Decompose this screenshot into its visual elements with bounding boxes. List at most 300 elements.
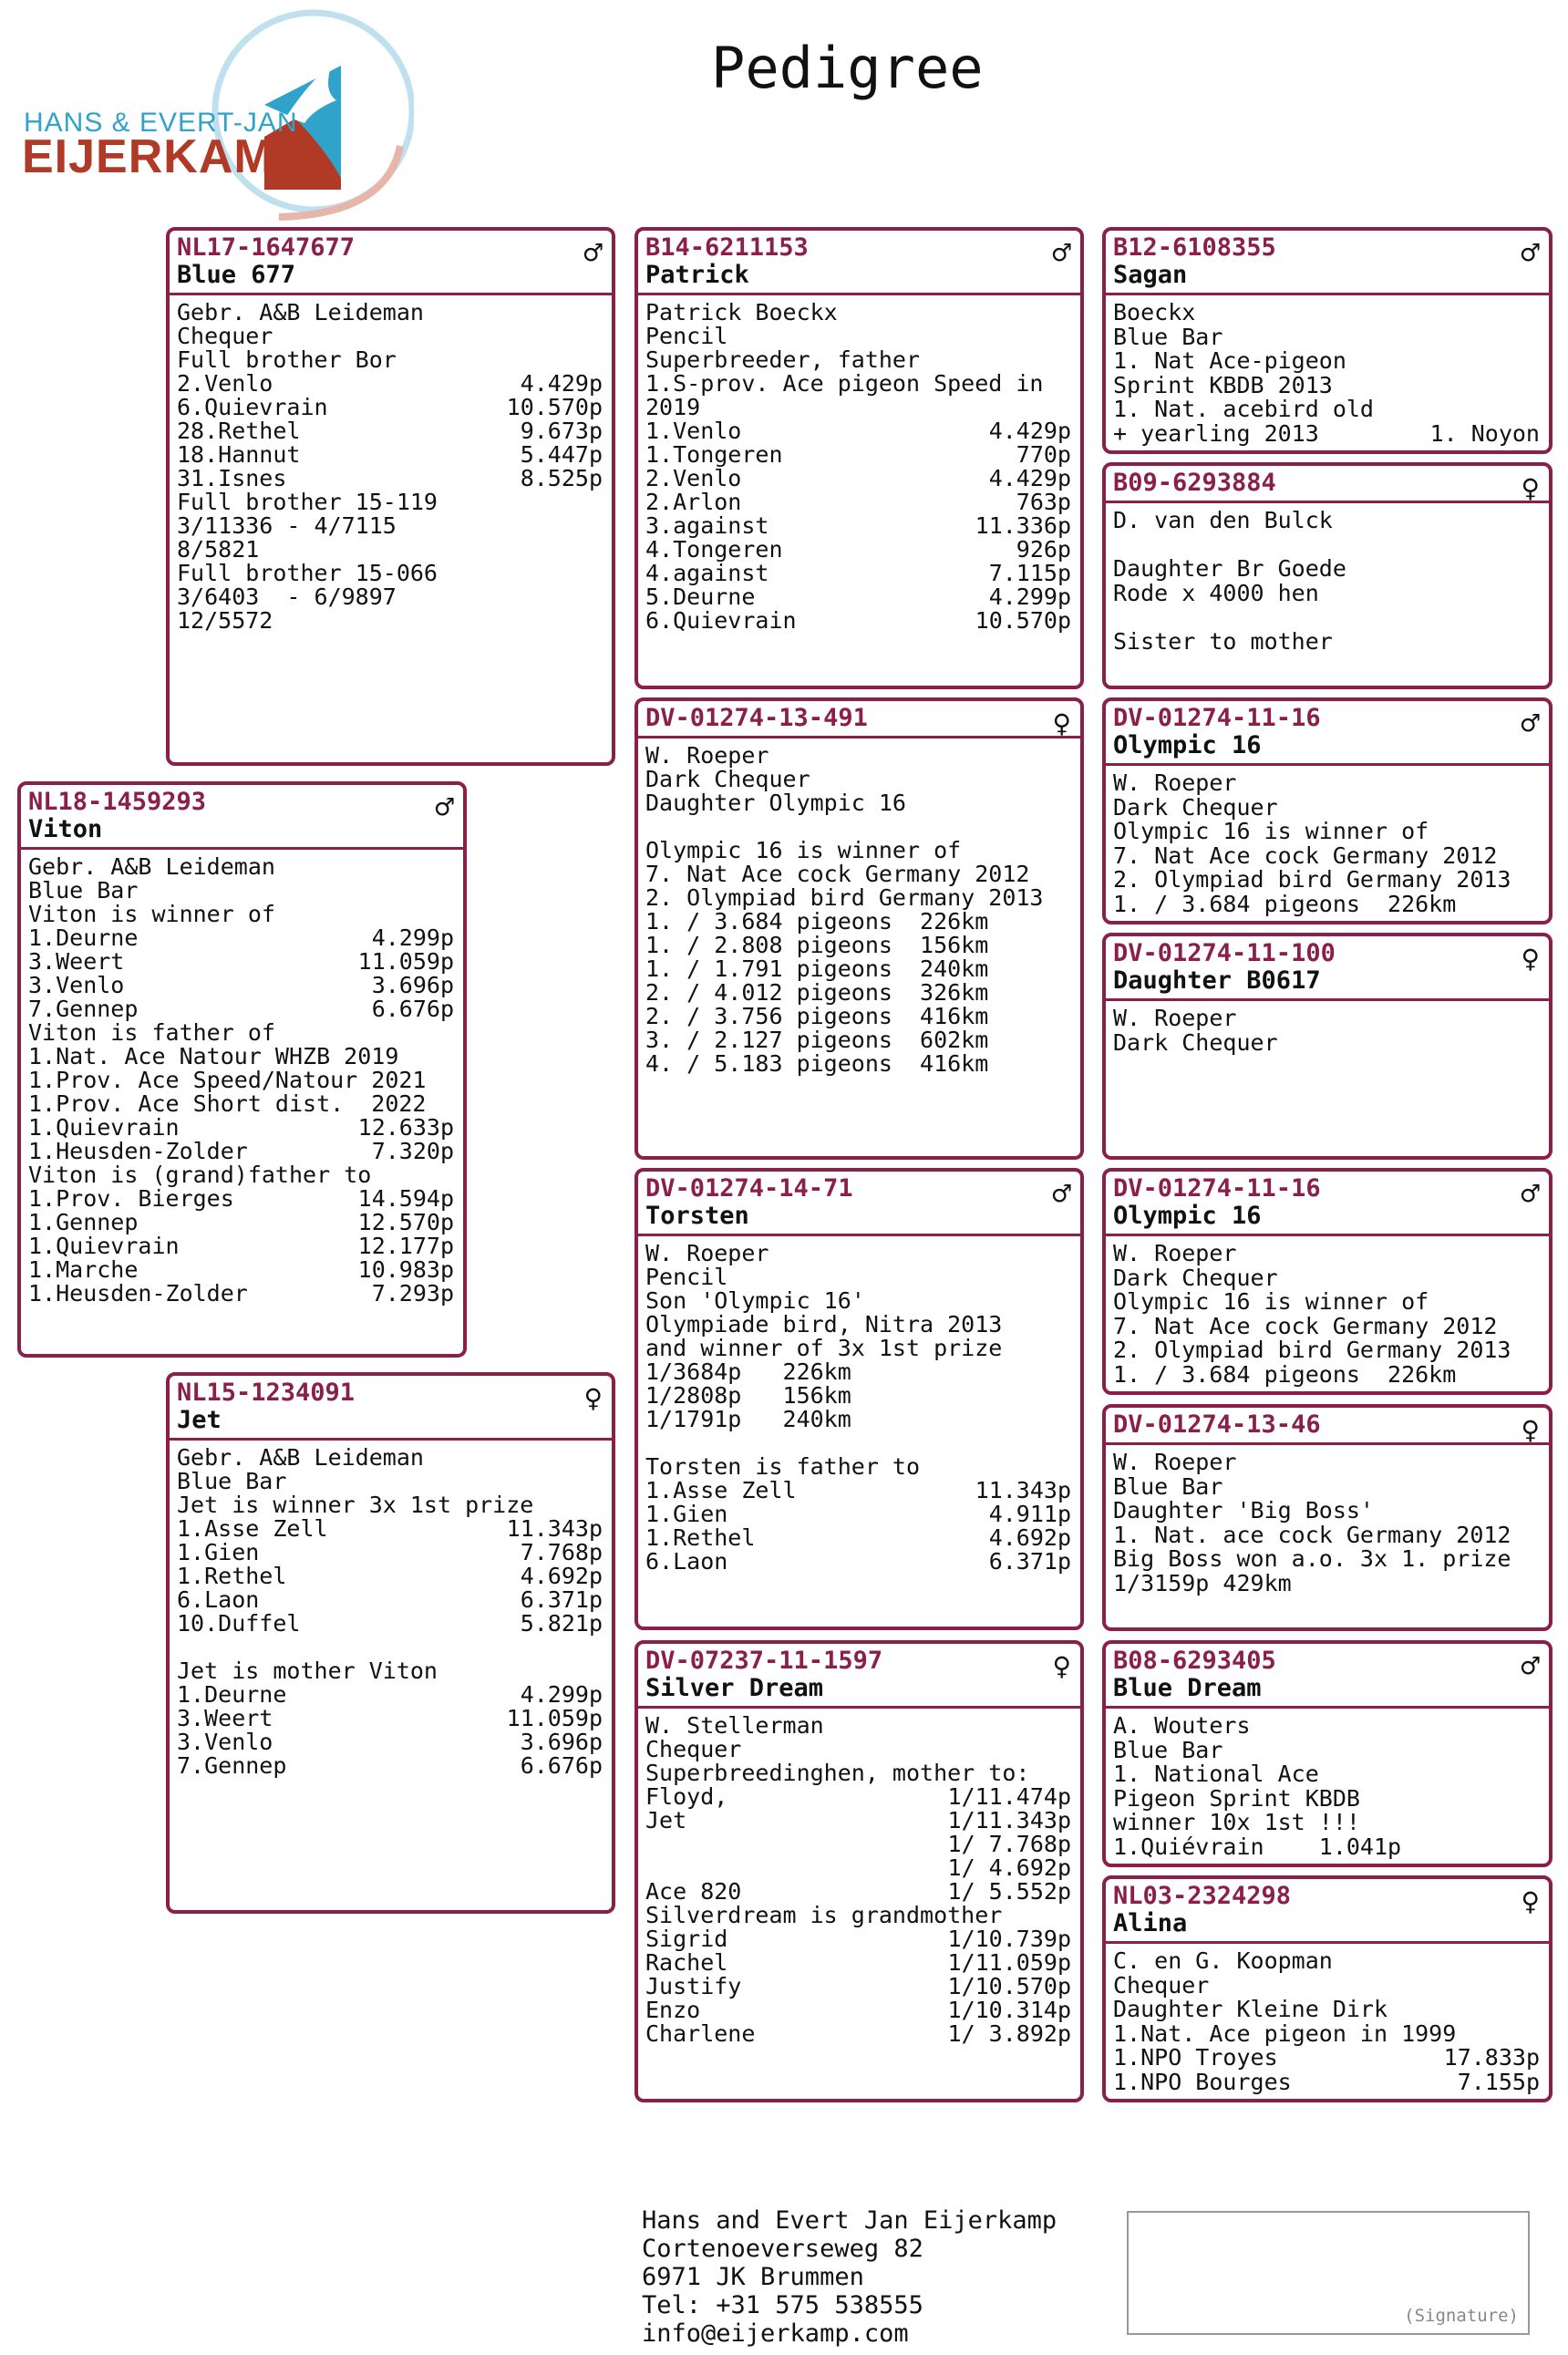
pigeon-name: Daughter B0617: [1113, 966, 1321, 995]
card-line: [1113, 533, 1542, 558]
line-value: 6.371p: [988, 1548, 1071, 1575]
line-text: and winner of 3x 1st prize: [645, 1335, 1003, 1361]
line-text: 1. / 3.684 pigeons 226km: [1113, 890, 1457, 917]
line-value: 1/10.314p: [947, 1997, 1071, 2023]
line-value: 7.768p: [520, 1539, 603, 1565]
line-text: Chequer: [1113, 1971, 1210, 1999]
line-text: Pencil: [645, 1264, 728, 1290]
card-body: [1106, 766, 1549, 920]
card-line: [1113, 1547, 1542, 1572]
card-line: [1113, 1714, 1542, 1739]
line-value: 1/11.343p: [947, 1807, 1071, 1833]
card-line: [1113, 1569, 1542, 1596]
line-text: 4. / 5.183 pigeons 416km: [645, 1050, 989, 1077]
pedigree-card-ggp-6: [1102, 1404, 1553, 1631]
line-value: 7.293p: [371, 1280, 454, 1307]
pedigree-card-ggp-8: [1102, 1875, 1553, 2102]
card-line: [645, 1005, 1073, 1028]
line-text: 2. / 3.756 pigeons 416km: [645, 1003, 989, 1029]
line-value: 6.371p: [520, 1586, 603, 1613]
ring-number: DV-01274-13-491: [645, 704, 868, 732]
card-line: [28, 903, 456, 926]
pigeon-name: Alina: [1113, 1909, 1188, 1937]
card-line: [645, 791, 1073, 815]
card-line: [1113, 1736, 1542, 1763]
card-body: [638, 739, 1080, 1079]
card-line: [28, 1045, 456, 1069]
line-value: 8.525p: [520, 465, 603, 491]
line-text: 4.Tongeren: [645, 536, 783, 563]
card-header: [1106, 1408, 1549, 1449]
line-text: 1/1791p 240km: [645, 1406, 851, 1432]
card-line: [645, 372, 1073, 396]
line-text: 1.Quiévrain 1.041p: [1113, 1833, 1402, 1860]
card-line: [177, 1541, 604, 1565]
line-text: Charlene: [645, 2020, 756, 2047]
line-value: 4.429p: [988, 465, 1071, 491]
pigeon-name: Sagan: [1113, 261, 1188, 289]
page-title: Pedigree: [711, 35, 984, 101]
line-text: 1.Deurne: [28, 924, 139, 951]
line-text: C. en G. Koopman: [1113, 1947, 1333, 1974]
line-text: + yearling 2013: [1113, 419, 1319, 447]
card-body: [638, 1709, 1080, 2050]
line-text: 1.Tongeren: [645, 441, 783, 468]
pigeon-name: Viton: [28, 815, 103, 843]
line-text: Viton is father of: [28, 1019, 275, 1046]
card-line: [28, 1163, 456, 1187]
line-value: 9.673p: [520, 418, 603, 444]
line-text: W. Roeper: [1113, 770, 1237, 796]
card-line: [645, 1833, 1073, 1856]
card-line: [645, 301, 1073, 325]
card-line: [177, 1517, 604, 1541]
line-text: 2. Olympiad bird Germany 2013: [645, 884, 1044, 911]
card-line: [645, 562, 1073, 585]
card-line: [1113, 325, 1542, 350]
line-value: 1/10.739p: [947, 1926, 1071, 1952]
card-line: [28, 950, 456, 974]
card-line: [645, 1242, 1073, 1265]
card-line: [1113, 1998, 1542, 2022]
female-symbol-icon: ♀: [1521, 1412, 1540, 1449]
line-text: 2. Olympiad bird Germany 2013: [1113, 1337, 1511, 1363]
line-text: D. van den Bulck: [1113, 507, 1333, 533]
line-text: 1.Marche: [28, 1256, 139, 1283]
line-value: 926p: [1016, 536, 1071, 563]
card-header: [1106, 231, 1549, 295]
line-value: 11.343p: [506, 1515, 603, 1542]
brand-logo: [13, 9, 414, 232]
card-line: [1113, 371, 1542, 398]
pedigree-card-ggp-5: [1102, 1168, 1553, 1395]
female-symbol-icon: ♀: [583, 1380, 603, 1417]
card-line: [645, 1738, 1073, 1761]
card-header: [170, 231, 612, 295]
card-line: [1113, 1762, 1542, 1787]
line-text: Big Boss won a.o. 3x 1. prize: [1113, 1545, 1511, 1572]
line-text: 28.Rethel: [177, 418, 301, 444]
card-line: [1113, 1266, 1542, 1291]
card-line: [645, 325, 1073, 348]
card-line: [177, 491, 604, 514]
card-line: [177, 1659, 604, 1683]
card-line: [28, 855, 456, 879]
line-value: 4.429p: [520, 370, 603, 397]
line-text: Torsten is father to: [645, 1453, 921, 1480]
line-value: 11.343p: [975, 1477, 1071, 1503]
card-line: [645, 1951, 1073, 1975]
card-line: [645, 1904, 1073, 1927]
card-line: [645, 1455, 1073, 1479]
line-value: 17.833p: [1443, 2044, 1540, 2071]
line-text: Olympic 16 is winner of: [1113, 818, 1429, 844]
line-text: Full brother 15-066: [177, 560, 438, 586]
card-line: [177, 562, 604, 585]
card-line: [1113, 509, 1542, 533]
card-line: [645, 443, 1073, 467]
line-text: 1.Heusden-Zolder: [28, 1138, 248, 1164]
line-text: 3.Weert: [177, 1705, 273, 1731]
card-body: [170, 1441, 612, 1782]
pedigree-card-ggp-2: [1102, 462, 1553, 689]
card-body: [21, 850, 463, 1309]
line-text: W. Roeper: [1113, 1449, 1237, 1475]
logo-line2: EIJERKAMP: [22, 130, 307, 183]
line-text: A. Wouters: [1113, 1712, 1251, 1739]
card-line: [1113, 1242, 1542, 1266]
card-line: [645, 1337, 1073, 1360]
card-line: [645, 1360, 1073, 1384]
card-line: [1113, 349, 1542, 374]
card-line: [645, 396, 1073, 419]
line-value: 1/ 3.892p: [947, 2020, 1071, 2047]
line-text: 6.Quievrain: [177, 394, 328, 420]
line-text: Jet: [645, 1807, 687, 1833]
card-line: [28, 974, 456, 997]
line-text: 1. / 1.791 pigeons 240km: [645, 955, 989, 982]
line-text: Sister to mother: [1113, 627, 1333, 655]
line-text: Enzo: [645, 1997, 701, 2023]
line-text: 2. Olympiad bird Germany 2013: [1113, 866, 1511, 893]
card-header: [170, 1376, 612, 1441]
card-line: [1113, 398, 1542, 422]
card-line: [28, 879, 456, 903]
line-text: Pencil: [645, 323, 728, 349]
line-value: 763p: [1016, 489, 1071, 515]
card-body: [1106, 1944, 1549, 2098]
line-text: 1. / 3.684 pigeons 226km: [1113, 1360, 1457, 1388]
card-line: [1113, 1472, 1542, 1500]
line-text: Olympic 16 is winner of: [1113, 1288, 1429, 1315]
line-value: 12.177p: [357, 1233, 454, 1259]
line-text: 3.Weert: [28, 948, 125, 975]
card-line: [28, 1234, 456, 1258]
line-value: 11.059p: [506, 1705, 603, 1731]
pigeon-name: Blue Dream: [1113, 1674, 1262, 1702]
card-line: [177, 443, 604, 467]
card-line: [645, 1856, 1073, 1880]
card-line: [645, 2022, 1073, 2046]
pedigree-card-granddam-1: [634, 697, 1084, 1160]
line-text: W. Roeper: [1113, 1005, 1237, 1031]
line-value: 4.299p: [520, 1681, 603, 1708]
line-text: Olympic 16 is winner of: [645, 837, 962, 863]
pedigree-card-grandsire-1: [634, 227, 1084, 689]
address-line: Tel: +31 575 538555: [642, 2291, 923, 2319]
line-value: 14.594p: [357, 1185, 454, 1212]
line-text: 8/5821: [177, 536, 260, 563]
line-text: Blue Bar: [1113, 1736, 1223, 1763]
ring-number: DV-01274-11-100: [1113, 939, 1336, 967]
card-header: [1106, 466, 1549, 507]
line-text: 1.Prov. Ace Short dist. 2022: [28, 1090, 427, 1117]
ring-number: DV-01274-13-46: [1113, 1410, 1321, 1439]
line-text: Daughter Kleine Dirk: [1113, 1996, 1388, 2022]
card-line: [177, 538, 604, 562]
card-line: [28, 1258, 456, 1282]
line-text: W. Roeper: [645, 742, 769, 769]
line-text: 7.Gennep: [28, 996, 139, 1022]
line-value: 4.299p: [988, 584, 1071, 610]
line-text: 1/2808p 156km: [645, 1382, 851, 1409]
card-line: [1113, 579, 1542, 606]
line-value: 12.633p: [357, 1114, 454, 1141]
line-text: Ace 820: [645, 1878, 742, 1905]
line-text: 18.Hannut: [177, 441, 301, 468]
pigeon-name: Olympic 16: [1113, 1202, 1262, 1230]
ring-number: B08-6293405: [1113, 1647, 1276, 1675]
card-line: [645, 910, 1073, 934]
line-text: 1.Heusden-Zolder: [28, 1280, 248, 1307]
line-text: Superbreeder, father: [645, 346, 921, 373]
line-text: 1.Deurne: [177, 1681, 287, 1708]
pedigree-card-dam: [166, 1372, 615, 1914]
card-line: [645, 1265, 1073, 1289]
line-text: 1.Prov. Bierges: [28, 1185, 234, 1212]
card-body: [1106, 295, 1549, 449]
card-header: [638, 1644, 1080, 1709]
card-line: [645, 1052, 1073, 1076]
card-line: [177, 1707, 604, 1730]
ring-number: B12-6108355: [1113, 233, 1276, 262]
card-line: [28, 1187, 456, 1211]
card-line: [28, 997, 456, 1021]
line-text: W. Roeper: [645, 1240, 769, 1266]
card-line: [645, 1927, 1073, 1951]
card-line: [645, 1550, 1073, 1574]
card-line: [645, 1526, 1073, 1550]
pedigree-card-ggp-4: [1102, 933, 1553, 1160]
line-text: 7. Nat Ace cock Germany 2012: [645, 861, 1030, 887]
line-text: Olympiade bird, Nitra 2013: [645, 1311, 1003, 1338]
male-symbol-icon: ♂: [1521, 1648, 1540, 1685]
card-line: [177, 419, 604, 443]
card-body: [638, 1236, 1080, 1577]
ring-number: NL15-1234091: [177, 1379, 356, 1407]
line-text: 1.Rethel: [645, 1524, 756, 1551]
female-symbol-icon: ♀: [1052, 1648, 1071, 1685]
card-line: [1113, 1499, 1542, 1524]
ring-number: B09-6293884: [1113, 469, 1276, 497]
card-line: [1113, 793, 1542, 821]
pigeon-name: Jet: [177, 1406, 222, 1434]
card-line: [645, 419, 1073, 443]
line-text: 1.Gien: [645, 1501, 728, 1527]
male-symbol-icon: ♂: [1521, 235, 1540, 272]
card-line: [28, 1021, 456, 1045]
card-line: [1113, 1290, 1542, 1315]
line-text: 6.Quievrain: [645, 607, 797, 634]
signature-box[interactable]: [1127, 2211, 1530, 2335]
line-text: 1. Nat. ace cock Germany 2012: [1113, 1521, 1511, 1548]
breeder-address: [642, 2206, 1057, 2348]
ring-number: NL17-1647677: [177, 233, 356, 262]
card-body: [638, 295, 1080, 636]
card-line: [177, 301, 604, 325]
line-text: winner 10x 1st !!!: [1113, 1809, 1360, 1835]
ring-number: B14-6211153: [645, 233, 809, 262]
card-header: [1106, 1172, 1549, 1236]
card-line: [645, 1503, 1073, 1526]
card-line: [177, 1730, 604, 1754]
line-value: 4.911p: [988, 1501, 1071, 1527]
pedigree-card-ggp-1: [1102, 227, 1553, 454]
line-text: 1/3159p 429km: [1113, 1569, 1292, 1596]
line-text: 1.Quievrain: [28, 1233, 180, 1259]
line-value: 10.570p: [506, 394, 603, 420]
line-text: 31.Isnes: [177, 465, 287, 491]
line-text: 1. / 3.684 pigeons 226km: [645, 908, 989, 935]
card-line: [645, 1431, 1073, 1455]
pedigree-card-ggp-7: [1102, 1640, 1553, 1867]
card-line: [177, 1754, 604, 1778]
card-line: [645, 981, 1073, 1005]
pigeon-name: Olympic 16: [1113, 731, 1262, 759]
card-line: [177, 1612, 604, 1636]
female-symbol-icon: ♀: [1521, 941, 1540, 977]
line-value: 10.983p: [357, 1256, 454, 1283]
card-header: [1106, 701, 1549, 766]
ring-number: NL03-2324298: [1113, 1882, 1292, 1910]
card-line: [1113, 1312, 1542, 1339]
card-line: [1113, 868, 1542, 893]
line-text: 3/11336 - 4/7115: [177, 512, 397, 539]
card-line: [1113, 1521, 1542, 1548]
male-symbol-icon: ♂: [1052, 235, 1071, 272]
card-header: [1106, 1879, 1549, 1944]
line-text: 1.Asse Zell: [645, 1477, 797, 1503]
line-text: Pigeon Sprint KBDB: [1113, 1784, 1360, 1812]
card-line: [28, 1282, 456, 1306]
male-symbol-icon: ♂: [1052, 1176, 1071, 1213]
card-line: [645, 1384, 1073, 1408]
line-text: W. Roeper: [1113, 1240, 1237, 1266]
card-line: [1113, 1835, 1542, 1860]
card-body: [170, 295, 612, 636]
line-value: 5.447p: [520, 441, 603, 468]
card-line: [177, 1493, 604, 1517]
card-line: [177, 1446, 604, 1470]
card-line: [645, 348, 1073, 372]
card-line: [1113, 301, 1542, 325]
pedigree-card-ggp-3: [1102, 697, 1553, 924]
line-text: 1.NPO Troyes: [1113, 2044, 1278, 2071]
line-text: 2.Venlo: [645, 465, 742, 491]
card-line: [177, 514, 604, 538]
line-value: 1/11.059p: [947, 1949, 1071, 1976]
card-line: [645, 1479, 1073, 1503]
card-body: [1106, 1001, 1549, 1059]
line-text: 7.Gennep: [177, 1752, 287, 1779]
line-text: Son 'Olympic 16': [645, 1287, 865, 1314]
card-line: [645, 1761, 1073, 1785]
line-text: Daughter Olympic 16: [645, 790, 906, 816]
line-text: 2.Venlo: [177, 370, 273, 397]
line-value: 7.320p: [371, 1138, 454, 1164]
line-text: 1.Venlo: [645, 418, 742, 444]
line-text: Sigrid: [645, 1926, 728, 1952]
card-line: [1113, 890, 1542, 917]
card-line: [28, 1092, 456, 1116]
address-line: 6971 JK Brummen: [642, 2263, 864, 2291]
line-text: 1.S-prov. Ace pigeon Speed in: [645, 370, 1044, 397]
card-body: [1106, 503, 1549, 657]
line-text: 3.Venlo: [28, 972, 125, 998]
line-text: 1. Nat Ace-pigeon: [1113, 347, 1346, 374]
card-line: [177, 348, 604, 372]
line-text: Daughter Br Goede: [1113, 555, 1346, 582]
male-symbol-icon: ♂: [583, 235, 603, 272]
card-line: [645, 538, 1073, 562]
male-symbol-icon: ♂: [1521, 1176, 1540, 1213]
card-line: [1113, 557, 1542, 582]
card-line: [177, 585, 604, 609]
line-text: 1.Nat. Ace Natour WHZB 2019: [28, 1043, 399, 1069]
line-text: 1.Quievrain: [28, 1114, 180, 1141]
pedigree-card-sire: [166, 227, 615, 766]
card-body: [1106, 1709, 1549, 1863]
line-text: 1/3684p 226km: [645, 1358, 851, 1385]
card-line: [645, 514, 1073, 538]
pedigree-card-grandsire-2: [634, 1168, 1084, 1630]
ring-number: DV-01274-11-16: [1113, 1174, 1321, 1203]
card-line: [645, 1809, 1073, 1833]
pedigree-card-subject: [17, 781, 467, 1358]
card-line: [177, 467, 604, 491]
line-text: 1.NPO Bourges: [1113, 2068, 1292, 2095]
card-line: [645, 934, 1073, 957]
line-text: 1. / 2.808 pigeons 156km: [645, 932, 989, 958]
card-line: [645, 839, 1073, 862]
card-line: [645, 609, 1073, 633]
line-value: 4.299p: [371, 924, 454, 951]
female-symbol-icon: ♀: [1521, 1884, 1540, 1920]
card-header: [21, 785, 463, 850]
card-line: [177, 609, 604, 633]
card-line: [645, 744, 1073, 768]
line-text: Gebr. A&B Leideman: [28, 853, 275, 880]
line-value: 1/10.570p: [947, 1973, 1071, 1999]
card-line: [177, 1683, 604, 1707]
line-text: 1.Asse Zell: [177, 1515, 328, 1542]
line-value: 1/ 7.768p: [947, 1831, 1071, 1857]
line-text: 12/5572: [177, 607, 273, 634]
line-text: Chequer: [645, 1736, 742, 1762]
line-value: 3.696p: [520, 1729, 603, 1755]
line-text: 1.Gien: [177, 1539, 260, 1565]
ring-number: NL18-1459293: [28, 788, 207, 816]
